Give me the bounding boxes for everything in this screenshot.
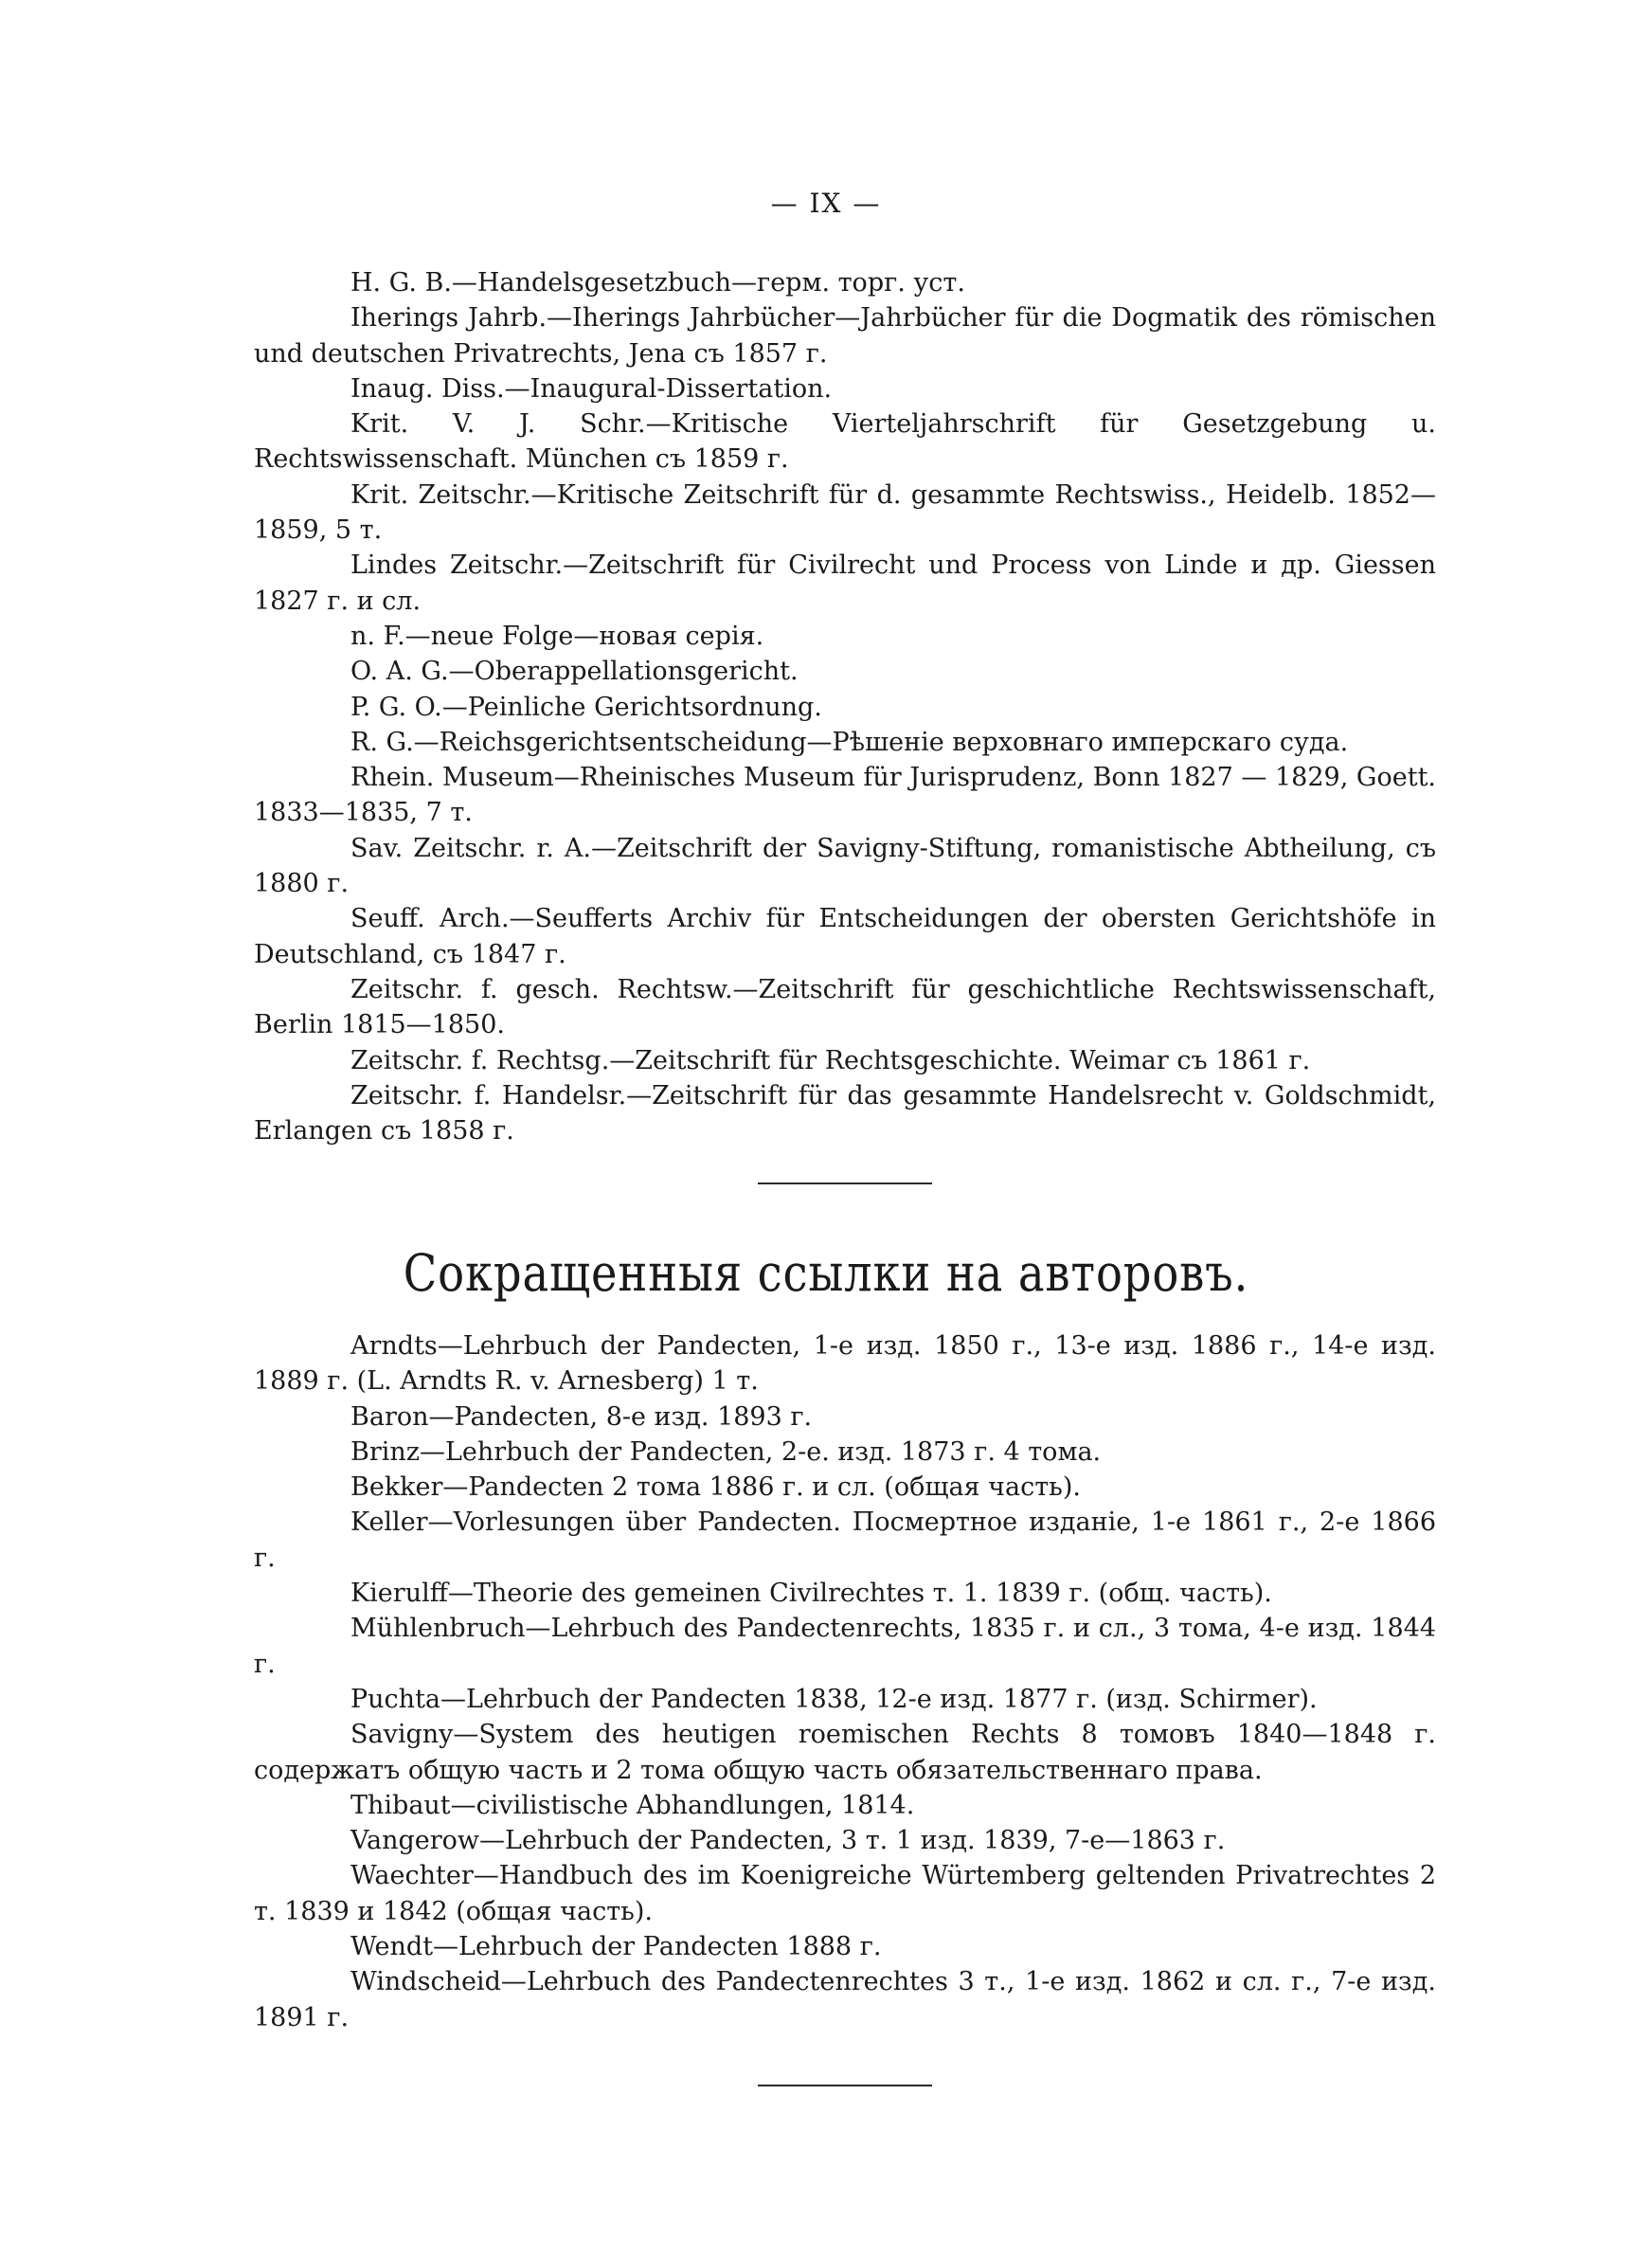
authors-list <box>254 1328 1436 2035</box>
author-entry: Thibaut—civilistische Abhandlungen, 1814. <box>350 1790 915 1820</box>
author-entry: Bekker—Pandecten 2 тома 1886 г. и сл. (общая часть). <box>350 1472 1081 1503</box>
section-heading: Сокращенныя ссылки на авторовъ. <box>403 1243 1249 1303</box>
author-entry: Waechter—Handbuch des im Koenigreiche Würtemberg geltenden Privatrechtes 2 т. 1839 и 1842 (общая часть). <box>254 1861 1436 1926</box>
abbreviation-entry: Krit. Zeitschr.—Kritische Zeitschrift für d. gesammte Rechtswiss., Heidelb. 1852—1859, 5 т. <box>254 479 1436 546</box>
abbreviation-entry: Iherings Jahrb.—Iherings Jahrbücher—Jahrbücher für die Dogmatik des römischen und deutschen Privatrechts, Jena съ 1857 г. <box>254 303 1436 369</box>
abbreviation-entry: Zeitschr. f. Rechtsg.—Zeitschrift für Rechtsgeschichte. Weimar съ 1861 г. <box>350 1045 1311 1075</box>
abbreviation-entry: Zeitschr. f. gesch. Rechtsw.—Zeitschrift für geschichtliche Rechtswissenschaft, Berlin 1815—1850. <box>254 974 1436 1040</box>
author-entry: Puchta—Lehrbuch der Pandecten 1838, 12-е изд. 1877 г. (изд. Schirmer). <box>350 1684 1318 1714</box>
author-entry: Windscheid—Lehrbuch des Pandectenrechtes 3 т., 1-е изд. 1862 и сл. г., 7-е изд. 1891 г. <box>254 1967 1436 2032</box>
author-entry: Mühlenbruch—Lehrbuch des Pandectenrechts, 1835 г. и сл., 3 тома, 4-е изд. 1844 г. <box>254 1614 1436 1679</box>
abbreviation-entry: R. G.—Reichsgerichtsentscheidung—Рѣшенie верховнаго имперскаго суда. <box>350 727 1349 757</box>
author-entry: Baron—Pandecten, 8-е изд. 1893 г. <box>350 1401 813 1432</box>
abbreviation-entry: Lindes Zeitschr.—Zeitschrift für Civilrecht und Process von Linde и др. Giessen 1827 г. и сл. <box>254 551 1436 616</box>
author-entry: Brinz—Lehrbuch der Pandecten, 2-е. изд. 1873 г. 4 тома. <box>350 1436 1102 1467</box>
end-divider <box>758 2085 932 2086</box>
section-divider <box>758 1183 932 1184</box>
abbreviation-entry: H. G. B.—Handelsgesetzbuch—герм. торг. уст. <box>350 268 965 298</box>
author-entry: Vangerow—Lehrbuch der Pandecten, 3 т. 1 изд. 1839, 7-е—1863 г. <box>350 1826 1226 1856</box>
author-entry: Arndts—Lehrbuch der Pandecten, 1-е изд. 1850 г., 13-е изд. 1886 г., 14-е изд. 1889 г. (L. Arndts R. v. Arnesberg) 1 т. <box>254 1331 1436 1397</box>
page-number: — IX — <box>770 188 882 219</box>
author-entry: Kierulff—Theorie des gemeinen Civilrechtes т. 1. 1839 г. (общ. часть). <box>350 1579 1272 1609</box>
author-entry: Keller—Vorlesungen über Pandecten. Посмертное изданie, 1-е 1861 г., 2-е 1866 г. <box>254 1508 1436 1573</box>
author-entry: Wendt—Lehrbuch der Pandecten 1888 г. <box>350 1932 882 1962</box>
abbreviation-entry: Rhein. Museum—Rheinisches Museum für Jurisprudenz, Bonn 1827 — 1829, Goett. 1833—1835, 7 т. <box>254 763 1436 828</box>
abbreviation-entry: Sav. Zeitschr. r. A.—Zeitschrift der Savigny-Stiftung, romanistische Abtheilung, съ 1880 г. <box>254 833 1436 899</box>
abbreviations-list <box>254 265 1436 1148</box>
abbreviation-entry: O. A. G.—Oberappellationsgericht. <box>350 657 799 687</box>
abbreviation-entry: n. F.—neue Folge—новая серія. <box>350 621 764 651</box>
abbreviation-entry: Seuff. Arch.—Seufferts Archiv für Entscheidungen der obersten Gerichtshöfe in Deutschland, съ 1847 г. <box>254 904 1436 969</box>
abbreviation-entry: P. G. O.—Peinliche Gerichtsordnung. <box>350 692 822 722</box>
abbreviation-entry: Zeitschr. f. Handelsr.—Zeitschrift für das gesammte Handelsrecht v. Goldschmidt, Erlangen съ 1858 г. <box>254 1080 1436 1147</box>
author-entry: Savigny—System des heutigen roemischen Rechts 8 томовъ 1840—1848 г. содержатъ общую часть и 2 тома общую часть обязательственнаго права. <box>254 1720 1436 1785</box>
abbreviation-entry: Krit. V. J. Schr.—Kritische Vierteljahrschrift für Gesetzgebung u. Rechtswissenschaft. München съ 1859 г. <box>254 409 1436 475</box>
abbreviation-entry: Inaug. Diss.—Inaugural-Dissertation. <box>350 373 833 404</box>
